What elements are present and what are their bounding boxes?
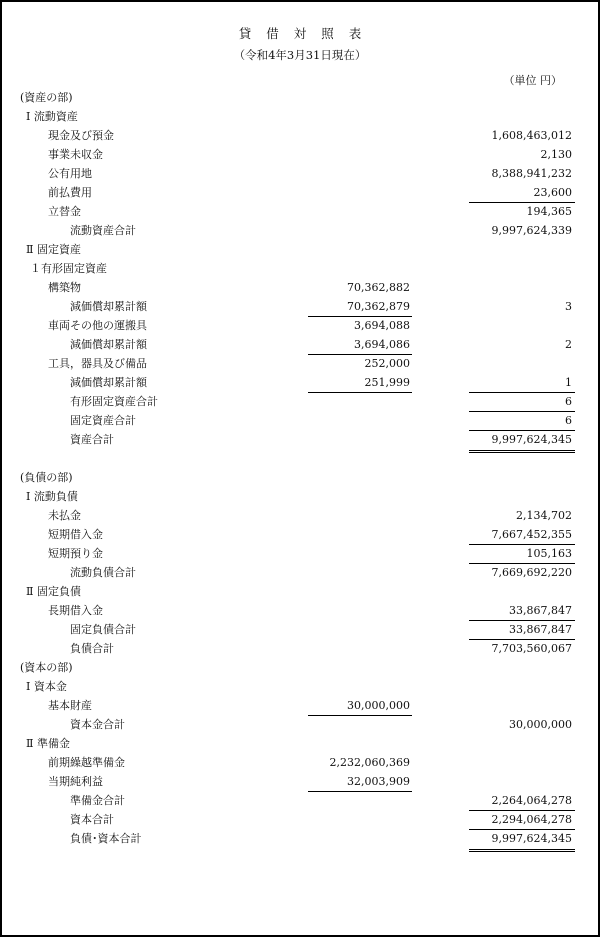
line-item xyxy=(2,677,598,696)
line-item-label: 基本財産 xyxy=(48,699,92,712)
total-amount: 2,294,064,278 xyxy=(491,813,572,826)
line-item-label: Ⅱ 準備金 xyxy=(26,737,70,750)
line-item xyxy=(2,88,598,107)
total-amount: 33,867,847 xyxy=(509,623,572,636)
line-item xyxy=(2,506,598,525)
total-amount: 30,000,000 xyxy=(509,718,572,731)
line-item-label: Ⅰ 流動資産 xyxy=(26,110,78,123)
line-item-label: 車両その他の運搬具 xyxy=(48,319,147,332)
line-item xyxy=(2,107,598,126)
total-amount: 1 xyxy=(565,376,572,389)
total-amount: 9,997,624,345 xyxy=(491,433,572,446)
line-item-label: 当期純利益 xyxy=(48,775,103,788)
total-amount: 2,134,702 xyxy=(516,509,572,522)
total-rule xyxy=(469,202,575,203)
line-item-label: Ⅱ 固定資産 xyxy=(26,243,81,256)
line-item-label: 準備金合計 xyxy=(70,794,125,807)
subtotal-rule xyxy=(308,715,412,716)
total-rule xyxy=(469,620,575,621)
line-item-label: 現金及び預金 xyxy=(48,129,114,142)
line-item-label: 資本合計 xyxy=(70,813,114,826)
subtotal-rule xyxy=(308,791,412,792)
line-item-label: Ⅱ 固定負債 xyxy=(26,585,81,598)
line-item xyxy=(2,411,598,430)
total-amount: 6 xyxy=(565,395,572,408)
detail-amount: 3,694,088 xyxy=(354,319,410,332)
line-item xyxy=(2,696,598,715)
line-item xyxy=(2,715,598,734)
page-title: 貸 借 対 照 表 xyxy=(238,26,362,41)
line-item xyxy=(2,240,598,259)
line-item xyxy=(2,582,598,601)
line-item xyxy=(2,525,598,544)
line-item-label: 短期預り金 xyxy=(48,547,103,560)
total-amount: 2,130 xyxy=(540,148,572,161)
line-item xyxy=(2,297,598,316)
total-amount: 1,608,463,012 xyxy=(491,129,572,142)
balance-sheet-rows xyxy=(2,88,598,848)
line-item-label: 前払費用 xyxy=(48,186,92,199)
line-item-label: 構築物 xyxy=(48,281,81,294)
line-item-label: 資産合計 xyxy=(70,433,114,446)
line-item xyxy=(2,278,598,297)
line-item-label: 有形固定資産合計 xyxy=(70,395,158,408)
line-item xyxy=(2,601,598,620)
line-item xyxy=(2,734,598,753)
line-item xyxy=(2,183,598,202)
detail-amount: 3,694,086 xyxy=(354,338,410,351)
total-amount: 23,600 xyxy=(533,186,572,199)
total-amount: 7,703,560,067 xyxy=(491,642,572,655)
line-item xyxy=(2,392,598,411)
line-item xyxy=(2,221,598,240)
total-amount: 9,997,624,339 xyxy=(491,224,572,237)
line-item xyxy=(2,810,598,829)
line-item-label: 事業未収金 xyxy=(48,148,103,161)
line-item xyxy=(2,335,598,354)
total-amount: 194,365 xyxy=(526,205,572,218)
line-item-label: 負債合計 xyxy=(70,642,114,655)
detail-amount: 70,362,879 xyxy=(347,300,410,313)
line-item-label: 未払金 xyxy=(48,509,81,522)
total-amount: 8,388,941,232 xyxy=(491,167,572,180)
detail-amount: 2,232,060,369 xyxy=(329,756,410,769)
line-item-label: 長期借入金 xyxy=(48,604,103,617)
line-item-label: 流動資産合計 xyxy=(70,224,136,237)
subtotal-rule xyxy=(308,392,412,393)
line-item xyxy=(2,563,598,582)
total-amount: 9,997,624,345 xyxy=(491,832,572,845)
line-item-label: 固定負債合計 xyxy=(70,623,136,636)
grand-total-double-rule xyxy=(469,849,575,852)
line-item xyxy=(2,487,598,506)
line-item-label: (資本の部) xyxy=(20,661,73,674)
total-rule xyxy=(469,544,575,545)
line-item-label: (資産の部) xyxy=(20,91,73,104)
line-item xyxy=(2,829,598,848)
total-amount: 7,667,452,355 xyxy=(491,528,572,541)
line-item-label: 減価償却累計額 xyxy=(70,376,147,389)
spacer-row xyxy=(2,449,598,468)
total-rule xyxy=(469,430,575,431)
line-item xyxy=(2,164,598,183)
line-item-label: 減価償却累計額 xyxy=(70,338,147,351)
line-item-label: 固定資産合計 xyxy=(70,414,136,427)
line-item xyxy=(2,772,598,791)
total-rule xyxy=(469,392,575,393)
total-amount: 33,867,847 xyxy=(509,604,572,617)
line-item xyxy=(2,202,598,221)
line-item xyxy=(2,753,598,772)
total-rule xyxy=(469,411,575,412)
line-item xyxy=(2,316,598,335)
line-item xyxy=(2,544,598,563)
line-item xyxy=(2,145,598,164)
subtotal-rule xyxy=(308,316,412,317)
line-item xyxy=(2,620,598,639)
line-item-label: 流動負債合計 xyxy=(70,566,136,579)
total-amount: 2 xyxy=(565,338,572,351)
line-item xyxy=(2,126,598,145)
total-amount: 6 xyxy=(565,414,572,427)
report-date: （令和4年3月31日現在） xyxy=(233,48,367,62)
total-rule xyxy=(469,829,575,830)
line-item xyxy=(2,259,598,278)
line-item xyxy=(2,468,598,487)
total-rule xyxy=(469,563,575,564)
line-item xyxy=(2,373,598,392)
total-rule xyxy=(469,639,575,640)
line-item-label: Ⅰ 流動負債 xyxy=(26,490,78,503)
detail-amount: 252,000 xyxy=(364,357,410,370)
detail-amount: 30,000,000 xyxy=(347,699,410,712)
total-amount: 2,264,064,278 xyxy=(491,794,572,807)
line-item-label: 資本金合計 xyxy=(70,718,125,731)
line-item-label: 立替金 xyxy=(48,205,81,218)
line-item-label: 前期繰越準備金 xyxy=(48,756,125,769)
line-item xyxy=(2,658,598,677)
subtotal-rule xyxy=(308,354,412,355)
line-item-label: 負債･資本合計 xyxy=(70,832,142,845)
total-amount: 105,163 xyxy=(526,547,572,560)
detail-amount: 251,999 xyxy=(364,376,410,389)
total-amount: 7,669,692,220 xyxy=(491,566,572,579)
line-item xyxy=(2,639,598,658)
line-item-label: (負債の部) xyxy=(20,471,73,484)
total-amount: 3 xyxy=(565,300,572,313)
line-item-label: Ⅰ 資本金 xyxy=(26,680,67,693)
line-item xyxy=(2,791,598,810)
line-item xyxy=(2,354,598,373)
line-item-label: 工具，器具及び備品 xyxy=(48,357,147,370)
unit-label: （単位 円） xyxy=(503,74,562,87)
detail-amount: 70,362,882 xyxy=(347,281,410,294)
detail-amount: 32,003,909 xyxy=(347,775,410,788)
line-item-label: １有形固定資産 xyxy=(30,262,107,275)
line-item xyxy=(2,430,598,449)
line-item-label: 減価償却累計額 xyxy=(70,300,147,313)
total-rule xyxy=(469,810,575,811)
line-item-label: 短期借入金 xyxy=(48,528,103,541)
line-item-label: 公有用地 xyxy=(48,167,92,180)
